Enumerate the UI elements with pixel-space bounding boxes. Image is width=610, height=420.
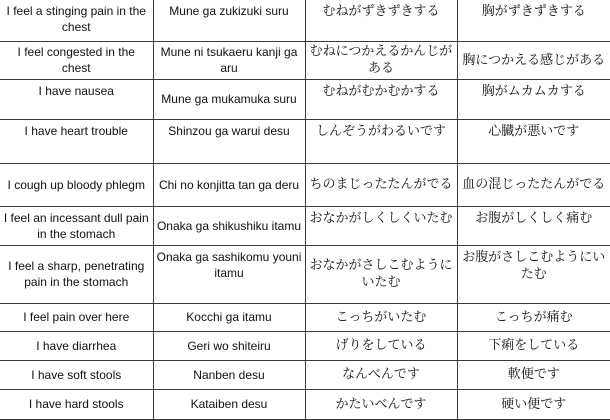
table-row bbox=[0, 163, 610, 206]
kanji-phrase: 軟便です bbox=[457, 360, 610, 389]
table-row bbox=[0, 41, 610, 79]
table-row bbox=[0, 331, 610, 360]
romaji-phrase: Kocchi ga itamu bbox=[153, 303, 305, 331]
english-phrase: I cough up bloody phlegm bbox=[0, 163, 153, 206]
english-phrase: I have heart trouble bbox=[0, 119, 153, 163]
romaji-phrase: Nanben desu bbox=[153, 360, 305, 389]
romaji-phrase: Onaka ga sashikomu youni itamu bbox=[153, 245, 305, 303]
english-phrase: I have soft stools bbox=[0, 360, 153, 389]
english-phrase: I feel pain over here bbox=[0, 303, 153, 331]
hiragana-phrase: おなかがしくしくいたむ bbox=[305, 206, 457, 245]
table-row bbox=[0, 360, 610, 389]
kanji-phrase: お腹がさしこむようにいたむ bbox=[457, 245, 610, 303]
hiragana-phrase: むねがずきずきする bbox=[305, 0, 457, 41]
romaji-phrase: Mune ni tsukaeru kanji ga aru bbox=[153, 41, 305, 79]
hiragana-phrase: おなかがさしこむようにいたむ bbox=[305, 245, 457, 303]
english-phrase: I feel congested in the chest bbox=[0, 41, 153, 79]
hiragana-phrase: ちのまじったたんがでる bbox=[305, 163, 457, 206]
english-phrase: I feel a stinging pain in the chest bbox=[0, 0, 153, 41]
table-row bbox=[0, 303, 610, 331]
hiragana-phrase: むねにつかえるかんじがある bbox=[305, 41, 457, 79]
table-row bbox=[0, 245, 610, 303]
hiragana-phrase: しんぞうがわるいです bbox=[305, 119, 457, 163]
kanji-phrase: お腹がしくしく痛む bbox=[457, 206, 610, 245]
hiragana-phrase: こっちがいたむ bbox=[305, 303, 457, 331]
romaji-phrase: Shinzou ga warui desu bbox=[153, 119, 305, 163]
table-row bbox=[0, 79, 610, 119]
hiragana-phrase: なんべんです bbox=[305, 360, 457, 389]
kanji-phrase: 胸につかえる感じがある bbox=[457, 41, 610, 79]
english-phrase: I have diarrhea bbox=[0, 331, 153, 360]
english-phrase: I feel an incessant dull pain in the stomach bbox=[0, 206, 153, 245]
romaji-phrase: Onaka ga shikushiku itamu bbox=[153, 206, 305, 245]
romaji-phrase: Kataiben desu bbox=[153, 389, 305, 419]
kanji-phrase: 心臓が悪いです bbox=[457, 119, 610, 163]
romaji-phrase: Mune ga zukizuki suru bbox=[153, 0, 305, 41]
kanji-phrase: 胸がムカムカする bbox=[457, 79, 610, 119]
kanji-phrase: 硬い便です bbox=[457, 389, 610, 419]
romaji-phrase: Mune ga mukamuka suru bbox=[153, 79, 305, 119]
english-phrase: I feel a sharp, penetrating pain in the stomach bbox=[0, 245, 153, 303]
kanji-phrase: 血の混じったたんがでる bbox=[457, 163, 610, 206]
kanji-phrase: 下痢をしている bbox=[457, 331, 610, 360]
kanji-phrase: こっちが痛む bbox=[457, 303, 610, 331]
table-row bbox=[0, 119, 610, 163]
table-row bbox=[0, 206, 610, 245]
english-phrase: I have nausea bbox=[0, 79, 153, 119]
table-row bbox=[0, 389, 610, 419]
romaji-phrase: Geri wo shiteiru bbox=[153, 331, 305, 360]
english-phrase: I have hard stools bbox=[0, 389, 153, 419]
table-row bbox=[0, 0, 610, 41]
hiragana-phrase: かたいべんです bbox=[305, 389, 457, 419]
hiragana-phrase: げりをしている bbox=[305, 331, 457, 360]
hiragana-phrase: むねがむかむかする bbox=[305, 79, 457, 119]
romaji-phrase: Chi no konjitta tan ga deru bbox=[153, 163, 305, 206]
kanji-phrase: 胸がずきずきする bbox=[457, 0, 610, 41]
